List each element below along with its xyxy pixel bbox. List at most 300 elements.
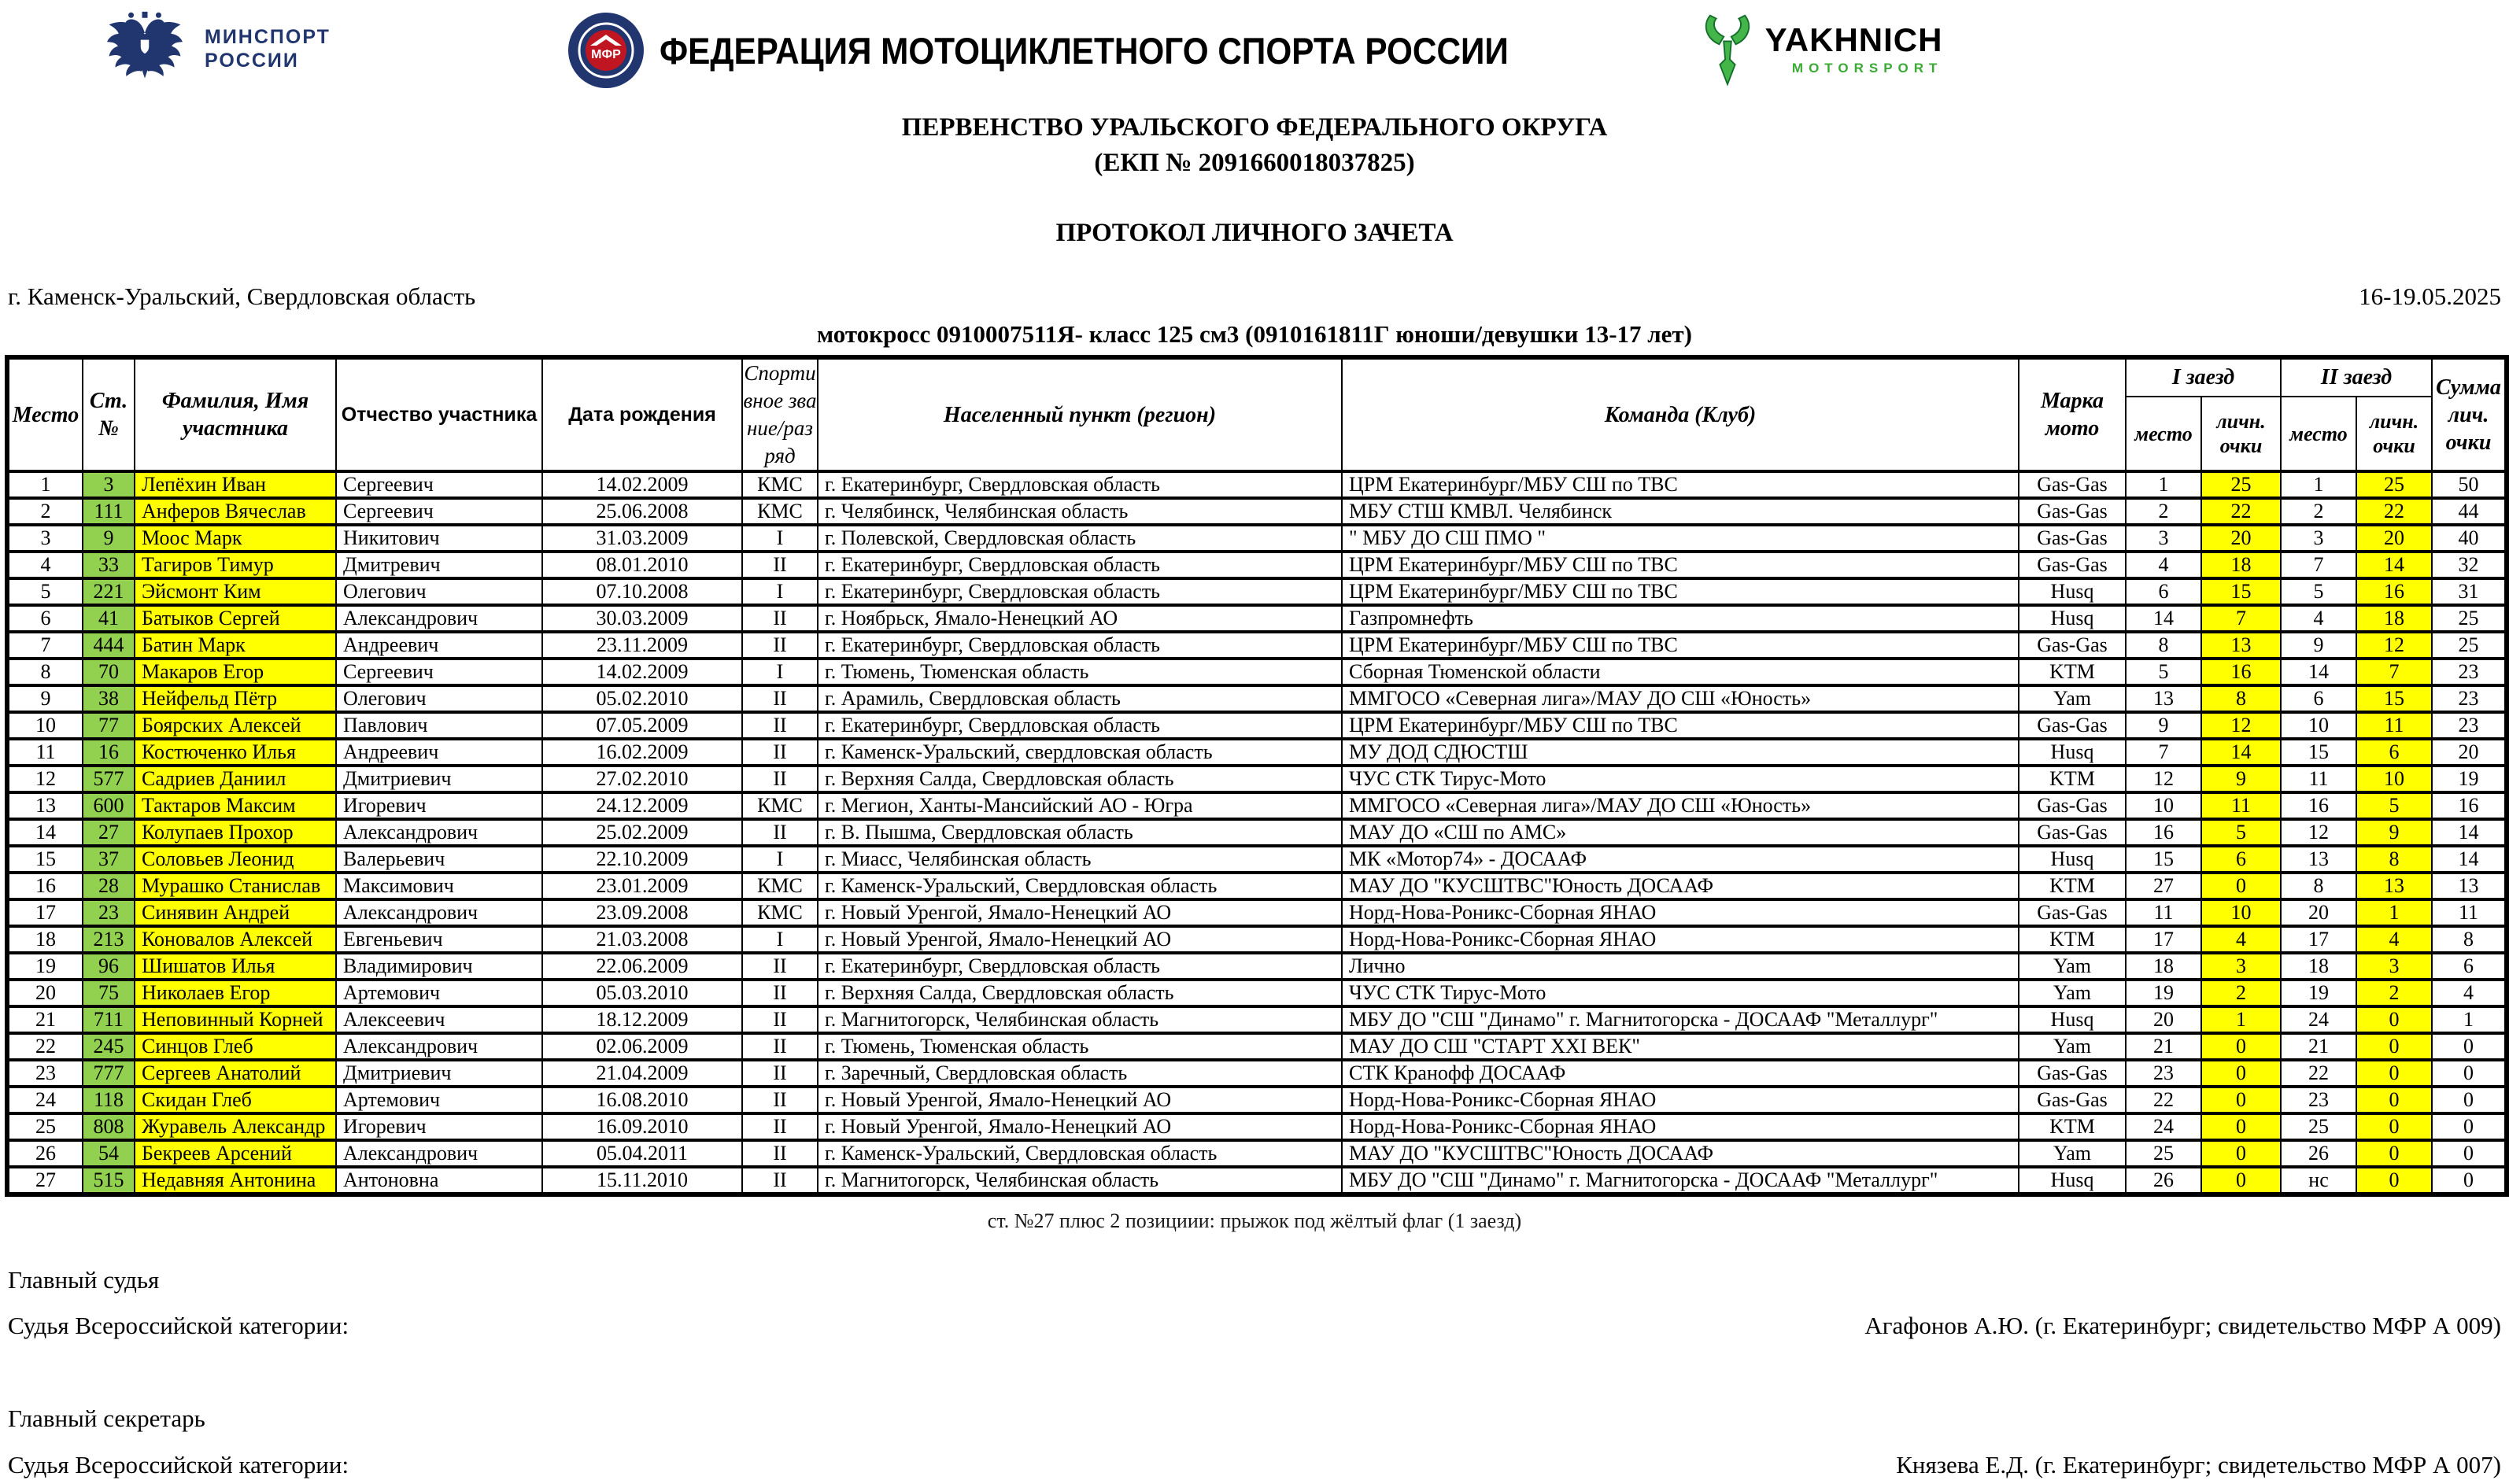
cell-heat1-place: 24: [2126, 1113, 2201, 1140]
cell-place: 23: [7, 1060, 83, 1087]
table-row: [7, 766, 2507, 792]
cell-moto-brand: Husq: [2019, 578, 2126, 605]
cell-place: 24: [7, 1087, 83, 1113]
cell-patronymic: Дмитревич: [336, 552, 542, 578]
cell-heat2-place: 5: [2281, 578, 2356, 605]
cell-rider-name: Боярских Алексей: [135, 712, 336, 739]
cell-heat1-place: 20: [2126, 1006, 2201, 1033]
cell-total-points: 23: [2432, 712, 2507, 739]
cell-moto-brand: Husq: [2019, 846, 2126, 873]
table-row: [7, 525, 2507, 552]
cell-heat1-points: 4: [2201, 926, 2281, 953]
cell-heat2-points: 0: [2356, 1167, 2432, 1194]
cell-patronymic: Игоревич: [336, 1113, 542, 1140]
cell-heat1-place: 27: [2126, 873, 2201, 899]
minsport-eagle-icon: [98, 11, 192, 87]
cell-heat2-points: 0: [2356, 1033, 2432, 1060]
cell-heat1-place: 5: [2126, 659, 2201, 685]
cell-birth-date: 21.04.2009: [542, 1060, 742, 1087]
cell-team: ЦРМ Екатеринбург/МБУ СШ по ТВС: [1342, 712, 2019, 739]
chief-secretary-title: Главный секретарь: [8, 1405, 205, 1433]
cell-heat2-place: 1: [2281, 471, 2356, 498]
table-row: [7, 1087, 2507, 1113]
cell-birth-date: 27.02.2010: [542, 766, 742, 792]
cell-city: г. Тюмень, Тюменская область: [818, 1033, 1342, 1060]
cell-heat1-place: 6: [2126, 578, 2201, 605]
cell-birth-date: 25.06.2008: [542, 498, 742, 525]
cell-start-number: 96: [83, 953, 135, 980]
cell-rank: II: [742, 605, 818, 632]
cell-place: 2: [7, 498, 83, 525]
cell-heat1-place: 26: [2126, 1167, 2201, 1194]
table-row: [7, 605, 2507, 632]
cell-birth-date: 16.02.2009: [542, 739, 742, 766]
cell-team: Норд-Нова-Роникс-Сборная ЯНАО: [1342, 926, 2019, 953]
cell-start-number: 16: [83, 739, 135, 766]
cell-patronymic: Александрович: [336, 899, 542, 926]
cell-rank: КМС: [742, 498, 818, 525]
cell-rank: II: [742, 1113, 818, 1140]
cell-rank: II: [742, 632, 818, 659]
cell-rider-name: Шишатов Илья: [135, 953, 336, 980]
cell-patronymic: Артемович: [336, 980, 542, 1006]
chief-judge-category: Судья Всероссийской категории:: [8, 1312, 349, 1340]
cell-team: МК «Мотор74» - ДОСААФ: [1342, 846, 2019, 873]
table-row: [7, 926, 2507, 953]
cell-place: 6: [7, 605, 83, 632]
cell-patronymic: Сергеевич: [336, 659, 542, 685]
cell-moto-brand: Gas-Gas: [2019, 471, 2126, 498]
cell-moto-brand: Gas-Gas: [2019, 1087, 2126, 1113]
cell-total-points: 31: [2432, 578, 2507, 605]
cell-birth-date: 22.10.2009: [542, 846, 742, 873]
cell-total-points: 23: [2432, 659, 2507, 685]
cell-heat1-points: 0: [2201, 1140, 2281, 1167]
yakhnich-emblem-icon: [1698, 11, 1757, 87]
cell-heat1-place: 16: [2126, 819, 2201, 846]
cell-city: г. Ноябрьск, Ямало-Ненецкий АО: [818, 605, 1342, 632]
cell-city: г. Новый Уренгой, Ямало-Ненецкий АО: [818, 899, 1342, 926]
cell-start-number: 9: [83, 525, 135, 552]
cell-city: г. Каменск-Уральский, свердловская область: [818, 739, 1342, 766]
table-row: [7, 953, 2507, 980]
table-row: [7, 819, 2507, 846]
cell-total-points: 8: [2432, 926, 2507, 953]
cell-birth-date: 16.09.2010: [542, 1113, 742, 1140]
table-row: [7, 1060, 2507, 1087]
cell-rider-name: Синцов Глеб: [135, 1033, 336, 1060]
cell-patronymic: Евгеньевич: [336, 926, 542, 953]
cell-team: " МБУ ДО СШ ПМО ": [1342, 525, 2019, 552]
cell-city: г. Верхняя Салда, Свердловская область: [818, 766, 1342, 792]
cell-total-points: 6: [2432, 953, 2507, 980]
cell-heat1-place: 1: [2126, 471, 2201, 498]
cell-place: 17: [7, 899, 83, 926]
col-heat1-points: личн. очки: [2201, 397, 2281, 472]
cell-heat2-place: 13: [2281, 846, 2356, 873]
cell-patronymic: Максимович: [336, 873, 542, 899]
col-total: Сумма лич. очки: [2432, 357, 2507, 471]
cell-heat2-place: 3: [2281, 525, 2356, 552]
results-table: [5, 355, 2509, 1197]
ekp-number: (ЕКП № 2091660018037825): [1094, 149, 1415, 177]
cell-heat1-points: 25: [2201, 471, 2281, 498]
cell-birth-date: 14.02.2009: [542, 471, 742, 498]
penalty-note: ст. №27 плюс 2 позициии: прыжок под жёлтый флаг (1 заезд): [987, 1209, 1522, 1233]
cell-rider-name: Батыков Сергей: [135, 605, 336, 632]
cell-patronymic: Сергеевич: [336, 498, 542, 525]
cell-birth-date: 25.02.2009: [542, 819, 742, 846]
cell-birth-date: 23.01.2009: [542, 873, 742, 899]
cell-total-points: 13: [2432, 873, 2507, 899]
cell-place: 3: [7, 525, 83, 552]
cell-heat2-points: 6: [2356, 739, 2432, 766]
cell-heat1-place: 4: [2126, 552, 2201, 578]
cell-rider-name: Костюченко Илья: [135, 739, 336, 766]
cell-start-number: 77: [83, 712, 135, 739]
cell-birth-date: 08.01.2010: [542, 552, 742, 578]
cell-patronymic: Алексеевич: [336, 1006, 542, 1033]
chief-judge-title: Главный судья: [8, 1266, 160, 1294]
cell-heat1-place: 7: [2126, 739, 2201, 766]
cell-heat1-points: 2: [2201, 980, 2281, 1006]
cell-patronymic: Александрович: [336, 1033, 542, 1060]
cell-moto-brand: Yam: [2019, 980, 2126, 1006]
cell-birth-date: 24.12.2009: [542, 792, 742, 819]
table-row: [7, 632, 2507, 659]
table-row: [7, 1033, 2507, 1060]
cell-heat1-points: 14: [2201, 739, 2281, 766]
table-row: [7, 899, 2507, 926]
cell-heat1-place: 23: [2126, 1060, 2201, 1087]
cell-heat2-points: 7: [2356, 659, 2432, 685]
cell-team: Норд-Нова-Роникс-Сборная ЯНАО: [1342, 899, 2019, 926]
cell-heat1-place: 14: [2126, 605, 2201, 632]
cell-start-number: 41: [83, 605, 135, 632]
cell-start-number: 3: [83, 471, 135, 498]
cell-heat2-points: 0: [2356, 1060, 2432, 1087]
cell-rank: II: [742, 739, 818, 766]
cell-patronymic: Сергеевич: [336, 471, 542, 498]
cell-heat1-place: 9: [2126, 712, 2201, 739]
cell-rank: II: [742, 552, 818, 578]
cell-start-number: 70: [83, 659, 135, 685]
cell-start-number: 75: [83, 980, 135, 1006]
cell-moto-brand: Husq: [2019, 1006, 2126, 1033]
cell-heat2-points: 2: [2356, 980, 2432, 1006]
cell-team: ЦРМ Екатеринбург/МБУ СШ по ТВС: [1342, 552, 2019, 578]
cell-moto-brand: KTM: [2019, 766, 2126, 792]
cell-team: ММГОСО «Северная лига»/МАУ ДО СШ «Юность»: [1342, 792, 2019, 819]
cell-place: 1: [7, 471, 83, 498]
table-row: [7, 712, 2507, 739]
cell-city: г. Екатеринбург, Свердловская область: [818, 578, 1342, 605]
cell-rider-name: Бекреев Арсений: [135, 1140, 336, 1167]
cell-heat2-place: 11: [2281, 766, 2356, 792]
col-heat2: II заезд: [2281, 357, 2432, 397]
cell-rider-name: Моос Марк: [135, 525, 336, 552]
cell-heat1-points: 0: [2201, 1033, 2281, 1060]
cell-moto-brand: KTM: [2019, 873, 2126, 899]
col-heat2-points: личн. очки: [2356, 397, 2432, 472]
table-row: [7, 498, 2507, 525]
cell-heat2-place: 10: [2281, 712, 2356, 739]
cell-place: 8: [7, 659, 83, 685]
cell-heat2-points: 10: [2356, 766, 2432, 792]
cell-rank: II: [742, 1060, 818, 1087]
cell-city: г. Мегион, Ханты-Мансийский АО - Югра: [818, 792, 1342, 819]
cell-rank: КМС: [742, 899, 818, 926]
cell-birth-date: 23.11.2009: [542, 632, 742, 659]
cell-patronymic: Антоновна: [336, 1167, 542, 1194]
cell-total-points: 16: [2432, 792, 2507, 819]
cell-heat2-points: 13: [2356, 873, 2432, 899]
cell-heat1-place: 19: [2126, 980, 2201, 1006]
cell-heat2-points: 8: [2356, 846, 2432, 873]
cell-heat2-place: 12: [2281, 819, 2356, 846]
table-row: [7, 552, 2507, 578]
cell-rider-name: Недавняя Антонина: [135, 1167, 336, 1194]
cell-rank: I: [742, 525, 818, 552]
minsport-logo-text: МИНСПОРТ РОССИИ: [205, 26, 331, 72]
cell-start-number: 213: [83, 926, 135, 953]
cell-heat1-place: 3: [2126, 525, 2201, 552]
cell-heat2-points: 18: [2356, 605, 2432, 632]
cell-city: г. Екатеринбург, Свердловская область: [818, 471, 1342, 498]
cell-heat1-points: 9: [2201, 766, 2281, 792]
cell-rank: I: [742, 578, 818, 605]
cell-heat2-points: 4: [2356, 926, 2432, 953]
col-heat1: I заезд: [2126, 357, 2281, 397]
cell-rider-name: Мурашко Станислав: [135, 873, 336, 899]
cell-rider-name: Скидан Глеб: [135, 1087, 336, 1113]
cell-team: СТК Кранофф ДОСААФ: [1342, 1060, 2019, 1087]
col-moto-brand: Марка мото: [2019, 357, 2126, 471]
cell-heat1-points: 11: [2201, 792, 2281, 819]
cell-start-number: 111: [83, 498, 135, 525]
cell-place: 19: [7, 953, 83, 980]
cell-patronymic: Андреевич: [336, 739, 542, 766]
cell-total-points: 14: [2432, 846, 2507, 873]
cell-heat2-place: 20: [2281, 899, 2356, 926]
cell-rank: II: [742, 766, 818, 792]
cell-rider-name: Неповинный Корней: [135, 1006, 336, 1033]
cell-heat1-place: 13: [2126, 685, 2201, 712]
cell-moto-brand: Gas-Gas: [2019, 498, 2126, 525]
cell-place: 15: [7, 846, 83, 873]
cell-heat1-place: 12: [2126, 766, 2201, 792]
cell-moto-brand: Gas-Gas: [2019, 899, 2126, 926]
table-row: [7, 980, 2507, 1006]
cell-rank: II: [742, 1140, 818, 1167]
cell-rider-name: Колупаев Прохор: [135, 819, 336, 846]
cell-total-points: 1: [2432, 1006, 2507, 1033]
cell-rank: II: [742, 1167, 818, 1194]
cell-heat1-points: 1: [2201, 1006, 2281, 1033]
cell-moto-brand: Yam: [2019, 685, 2126, 712]
cell-heat2-place: 4: [2281, 605, 2356, 632]
cell-place: 13: [7, 792, 83, 819]
cell-total-points: 25: [2432, 632, 2507, 659]
cell-birth-date: 22.06.2009: [542, 953, 742, 980]
cell-team: МБУ ДО "СШ "Динамо" г. Магнитогорска - ДОСААФ "Металлург": [1342, 1167, 2019, 1194]
cell-total-points: 40: [2432, 525, 2507, 552]
cell-team: МБУ СТШ КМВЛ. Челябинск: [1342, 498, 2019, 525]
cell-team: МАУ ДО "КУСШТВС"Юность ДОСААФ: [1342, 1140, 2019, 1167]
cell-patronymic: Олегович: [336, 578, 542, 605]
svg-text:МФР: МФР: [591, 48, 621, 61]
cell-heat1-points: 10: [2201, 899, 2281, 926]
chief-judge-name: Агафонов А.Ю. (г. Екатеринбург; свидетельство МФР А 009): [1864, 1312, 2501, 1340]
cell-heat2-points: 0: [2356, 1006, 2432, 1033]
cell-heat2-place: 19: [2281, 980, 2356, 1006]
cell-birth-date: 14.02.2009: [542, 659, 742, 685]
chief-secretary-category: Судья Всероссийской категории:: [8, 1450, 349, 1478]
col-patronymic: Отчество участника: [336, 357, 542, 471]
cell-total-points: 0: [2432, 1087, 2507, 1113]
cell-city: г. Верхняя Салда, Свердловская область: [818, 980, 1342, 1006]
fmsr-emblem-icon: [567, 11, 645, 90]
cell-moto-brand: Gas-Gas: [2019, 819, 2126, 846]
cell-heat2-place: 16: [2281, 792, 2356, 819]
cell-team: Лично: [1342, 953, 2019, 980]
cell-heat1-points: 0: [2201, 873, 2281, 899]
cell-team: Газпромнефть: [1342, 605, 2019, 632]
cell-start-number: 118: [83, 1087, 135, 1113]
cell-team: МАУ ДО «СШ по АМС»: [1342, 819, 2019, 846]
cell-heat1-points: 22: [2201, 498, 2281, 525]
cell-heat1-place: 10: [2126, 792, 2201, 819]
cell-heat2-points: 14: [2356, 552, 2432, 578]
cell-moto-brand: Gas-Gas: [2019, 712, 2126, 739]
cell-city: г. Екатеринбург, Свердловская область: [818, 552, 1342, 578]
cell-moto-brand: Gas-Gas: [2019, 632, 2126, 659]
cell-rank: II: [742, 953, 818, 980]
cell-team: ММГОСО «Северная лига»/МАУ ДО СШ «Юность»: [1342, 685, 2019, 712]
cell-place: 16: [7, 873, 83, 899]
cell-city: г. Миасс, Челябинская область: [818, 846, 1342, 873]
results-tbody: [7, 471, 2507, 1194]
cell-heat2-points: 20: [2356, 525, 2432, 552]
cell-moto-brand: Gas-Gas: [2019, 1060, 2126, 1087]
cell-heat1-points: 16: [2201, 659, 2281, 685]
cell-place: 14: [7, 819, 83, 846]
cell-rider-name: Журавель Александр: [135, 1113, 336, 1140]
cell-start-number: 27: [83, 819, 135, 846]
cell-rider-name: Эйсмонт Ким: [135, 578, 336, 605]
cell-rank: КМС: [742, 873, 818, 899]
cell-total-points: 0: [2432, 1167, 2507, 1194]
cell-heat1-points: 7: [2201, 605, 2281, 632]
cell-place: 7: [7, 632, 83, 659]
event-dates: 16-19.05.2025: [2359, 282, 2501, 310]
cell-heat2-points: 25: [2356, 471, 2432, 498]
table-row: [7, 471, 2507, 498]
signatures: [5, 1261, 2504, 1483]
event-location: г. Каменск-Уральский, Свердловская область: [8, 282, 476, 310]
cell-birth-date: 18.12.2009: [542, 1006, 742, 1033]
cell-place: 9: [7, 685, 83, 712]
col-city: Населенный пункт (регион): [818, 357, 1342, 471]
cell-patronymic: Александрович: [336, 605, 542, 632]
cell-heat1-place: 11: [2126, 899, 2201, 926]
cell-patronymic: Павлович: [336, 712, 542, 739]
cell-patronymic: Александрович: [336, 1140, 542, 1167]
cell-heat2-points: 0: [2356, 1087, 2432, 1113]
cell-start-number: 38: [83, 685, 135, 712]
cell-moto-brand: KTM: [2019, 926, 2126, 953]
col-rider-name: Фамилия, Имя участника: [135, 357, 336, 471]
cell-total-points: 0: [2432, 1140, 2507, 1167]
cell-heat1-place: 22: [2126, 1087, 2201, 1113]
cell-patronymic: Дмитриевич: [336, 1060, 542, 1087]
table-row: [7, 873, 2507, 899]
cell-rider-name: Соловьев Леонид: [135, 846, 336, 873]
cell-birth-date: 07.10.2008: [542, 578, 742, 605]
cell-start-number: 245: [83, 1033, 135, 1060]
cell-heat2-place: 22: [2281, 1060, 2356, 1087]
cell-total-points: 0: [2432, 1033, 2507, 1060]
cell-heat2-points: 22: [2356, 498, 2432, 525]
cell-city: г. Екатеринбург, Свердловская область: [818, 953, 1342, 980]
cell-patronymic: Владимирович: [336, 953, 542, 980]
chief-secretary-name: Князева Е.Д. (г. Екатеринбург; свидетельство МФР А 007): [1896, 1450, 2501, 1478]
cell-start-number: 444: [83, 632, 135, 659]
col-heat1-place: место: [2126, 397, 2201, 472]
cell-moto-brand: Gas-Gas: [2019, 792, 2126, 819]
cell-rank: II: [742, 819, 818, 846]
cell-moto-brand: Yam: [2019, 1140, 2126, 1167]
cell-moto-brand: Gas-Gas: [2019, 525, 2126, 552]
cell-city: г. Новый Уренгой, Ямало-Ненецкий АО: [818, 1113, 1342, 1140]
cell-heat1-points: 0: [2201, 1113, 2281, 1140]
fmsr-logo: [567, 11, 1603, 90]
table-row: [7, 1140, 2507, 1167]
cell-heat1-points: 6: [2201, 846, 2281, 873]
cell-city: г. Полевской, Свердловская область: [818, 525, 1342, 552]
cell-start-number: 37: [83, 846, 135, 873]
cell-total-points: 0: [2432, 1060, 2507, 1087]
cell-heat2-points: 0: [2356, 1113, 2432, 1140]
cell-heat1-points: 3: [2201, 953, 2281, 980]
cell-rank: II: [742, 1033, 818, 1060]
cell-rank: I: [742, 659, 818, 685]
cell-team: Норд-Нова-Роникс-Сборная ЯНАО: [1342, 1113, 2019, 1140]
cell-place: 22: [7, 1033, 83, 1060]
cell-moto-brand: KTM: [2019, 1113, 2126, 1140]
cell-start-number: 577: [83, 766, 135, 792]
cell-heat2-place: 18: [2281, 953, 2356, 980]
cell-rider-name: Николаев Егор: [135, 980, 336, 1006]
yakhnich-name: YAKHNICH: [1764, 21, 1943, 58]
cell-start-number: 777: [83, 1060, 135, 1087]
cell-rank: II: [742, 712, 818, 739]
col-rank: Спортивное звание/разряд: [742, 357, 818, 471]
cell-rank: II: [742, 685, 818, 712]
cell-heat1-points: 12: [2201, 712, 2281, 739]
cell-heat2-points: 9: [2356, 819, 2432, 846]
cell-moto-brand: Husq: [2019, 739, 2126, 766]
cell-heat1-place: 21: [2126, 1033, 2201, 1060]
cell-rank: КМС: [742, 792, 818, 819]
logo-band: [5, 0, 2504, 93]
cell-place: 26: [7, 1140, 83, 1167]
cell-birth-date: 23.09.2008: [542, 899, 742, 926]
cell-moto-brand: Yam: [2019, 953, 2126, 980]
cell-rank: I: [742, 846, 818, 873]
cell-patronymic: Валерьевич: [336, 846, 542, 873]
cell-start-number: 808: [83, 1113, 135, 1140]
